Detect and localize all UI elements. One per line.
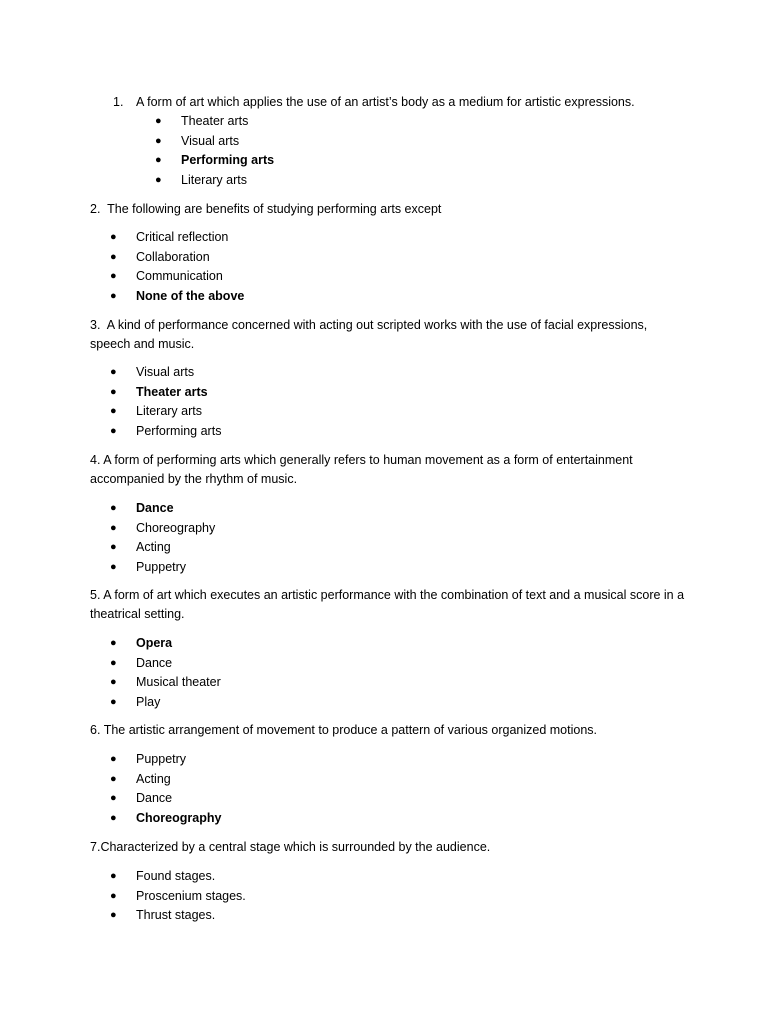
bullet-icon: ●: [110, 250, 117, 263]
question-5: [90, 586, 690, 624]
bullet-icon: ●: [110, 637, 117, 649]
question-1-option-answer: ● Performing arts: [155, 151, 274, 171]
question-4-option: ● Acting: [110, 538, 215, 558]
question-3-option: ● Performing arts: [110, 422, 221, 442]
question-1-option: ● Literary arts: [155, 171, 274, 191]
question-7-text: Characterized by a central stage which is surrounded by the audience.: [100, 840, 491, 854]
question-5-option: ● Musical theater: [110, 673, 221, 693]
bullet-icon: ●: [110, 541, 117, 553]
question-7-option: ● Proscenium stages.: [110, 887, 246, 907]
question-4: [90, 451, 690, 489]
question-2: [90, 200, 690, 219]
question-7-option: ● Found stages.: [110, 867, 246, 887]
question-1-number: 1.: [113, 95, 124, 109]
question-5-option-answer: ● Opera: [110, 634, 221, 654]
bullet-icon: ●: [110, 792, 117, 804]
question-2-option-answer: ● None of the above: [110, 287, 244, 307]
bullet-icon: ●: [110, 405, 117, 417]
question-7-option: ● Thrust stages.: [110, 906, 246, 926]
bullet-icon: ●: [110, 753, 117, 765]
bullet-icon: ●: [110, 289, 117, 302]
question-3-options: [110, 363, 221, 441]
question-5-option: ● Dance: [110, 654, 221, 674]
question-2-number: 2.: [90, 202, 101, 216]
bullet-icon: ●: [110, 772, 117, 785]
bullet-icon: ●: [110, 695, 117, 708]
question-7-options: [110, 867, 246, 926]
bullet-icon: ●: [110, 502, 117, 514]
question-6-text: The artistic arrangement of movement to produce a pattern of various organized motions.: [103, 723, 597, 737]
question-7-number: 7.: [90, 840, 101, 854]
question-4-options: [110, 499, 215, 577]
question-6: [90, 721, 690, 740]
bullet-icon: ●: [110, 811, 117, 824]
question-4-option: ● Puppetry: [110, 558, 215, 578]
bullet-icon: ●: [155, 154, 162, 166]
question-5-options: [110, 634, 221, 712]
question-2-option: ● Collaboration: [110, 248, 244, 268]
bullet-icon: ●: [110, 656, 117, 669]
question-6-option: ● Puppetry: [110, 750, 221, 770]
question-2-options: [110, 228, 244, 306]
bullet-icon: ●: [110, 385, 117, 398]
question-6-options: [110, 750, 221, 828]
question-3: [90, 316, 690, 354]
question-5-option: ● Play: [110, 693, 221, 713]
question-4-option-answer: ● Dance: [110, 499, 215, 519]
bullet-icon: ●: [110, 521, 117, 534]
question-5-text: A form of art which executes an artistic performance with the combination of text and a musical score in a theatrical setting.: [90, 588, 685, 621]
question-1-option: ● Visual arts: [155, 132, 274, 152]
bullet-icon: ●: [155, 115, 162, 127]
question-6-option-answer: ● Choreography: [110, 809, 221, 829]
bullet-icon: ●: [110, 870, 117, 882]
question-7: [90, 838, 690, 857]
bullet-icon: ●: [110, 560, 117, 573]
question-1-text: A form of art which applies the use of an artist’s body as a medium for artistic expressions.: [136, 95, 635, 109]
bullet-icon: ●: [110, 909, 117, 921]
bullet-icon: ●: [155, 134, 162, 147]
question-3-option: ● Literary arts: [110, 402, 221, 422]
question-1-options: [155, 112, 274, 190]
question-4-number: 4.: [90, 453, 101, 467]
bullet-icon: ●: [110, 676, 117, 688]
bullet-icon: ●: [110, 366, 117, 378]
question-6-number: 6.: [90, 723, 101, 737]
bullet-icon: ●: [110, 424, 117, 437]
question-4-option: ● Choreography: [110, 519, 215, 539]
question-4-text: A form of performing arts which generally refers to human movement as a form of entertainment accompanied by the rhythm of music.: [90, 453, 633, 486]
bullet-icon: ●: [110, 231, 117, 243]
bullet-icon: ●: [110, 270, 117, 282]
question-3-option: ● Visual arts: [110, 363, 221, 383]
question-1-option: ● Theater arts: [155, 112, 274, 132]
question-5-number: 5.: [90, 588, 101, 602]
bullet-icon: ●: [110, 889, 117, 902]
question-3-number: 3.: [90, 318, 101, 332]
question-6-option: ● Dance: [110, 789, 221, 809]
question-2-text: The following are benefits of studying performing arts except: [107, 202, 442, 216]
question-3-text: A kind of performance concerned with acting out scripted works with the use of facial expressions, speech and music.: [90, 318, 648, 351]
question-6-option: ● Acting: [110, 770, 221, 790]
question-3-option-answer: ● Theater arts: [110, 383, 221, 403]
question-2-option: ● Communication: [110, 267, 244, 287]
bullet-icon: ●: [155, 173, 162, 186]
question-2-option: ● Critical reflection: [110, 228, 244, 248]
